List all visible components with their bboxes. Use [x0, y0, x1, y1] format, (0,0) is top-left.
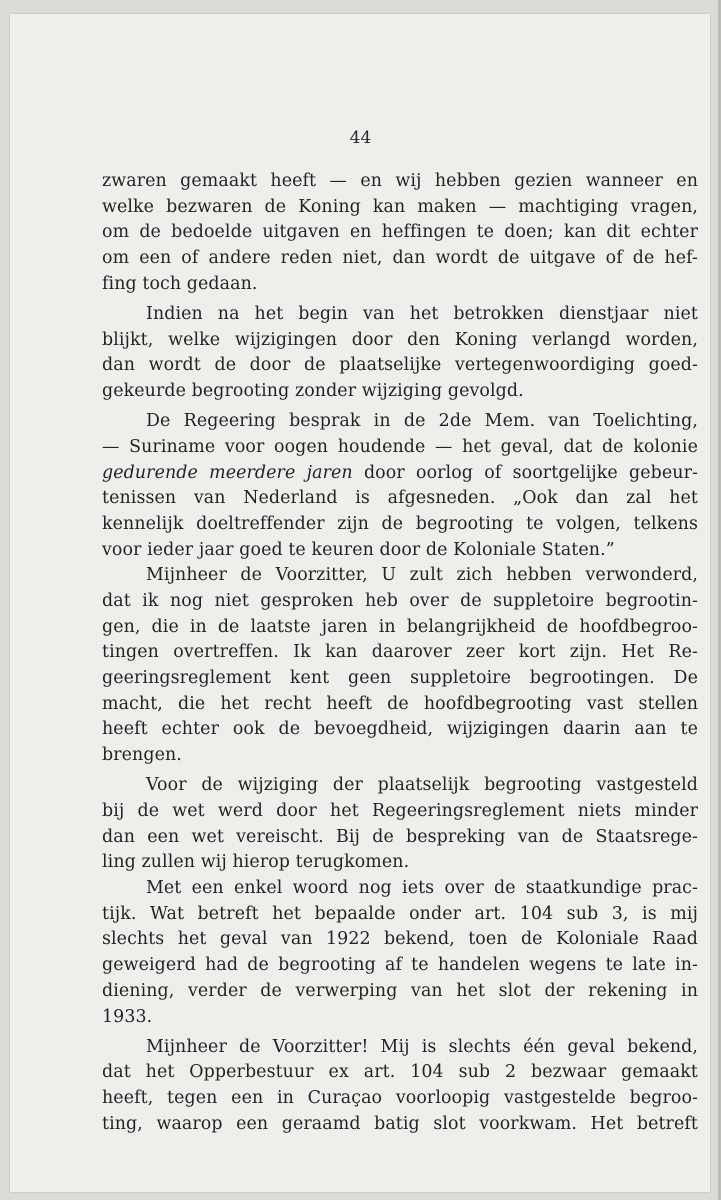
page-number: 44 — [349, 128, 372, 148]
text-line: geweigerd had de begrooting af te handelen wegens te late in- — [102, 955, 698, 976]
text-line: ling zullen wij hierop terugkomen. — [102, 852, 410, 873]
text-line: gekeurde begrooting zonder wijziging gevolgd. — [102, 381, 524, 401]
text-line: dat ik nog niet gesproken heb over de suppletoire begrootin- — [102, 591, 698, 611]
text-line: dat het Opperbestuur ex art. 104 sub 2 bezwaar gemaakt — [102, 1062, 698, 1083]
line-rest: door oorlog of soortgelijke gebeur- — [363, 462, 698, 483]
text-line: voor ieder jaar goed te keuren door de Koloniale Staten.” — [102, 539, 615, 560]
text-line: dan wordt de door de plaatselijke vertegenwoordiging goed- — [102, 355, 698, 376]
text-line: fing toch gedaan. — [102, 273, 258, 294]
body-text — [102, 169, 698, 1137]
text-line: De Regeering besprak in de 2de Mem. van Toelichting, — [146, 411, 698, 432]
text-line: Mijnheer de Voorzitter! Mij is slechts één geval bekend, — [146, 1036, 698, 1057]
text-line: om de bedoelde uitgaven en heffingen te doen; kan dit echter — [102, 222, 698, 243]
text-line: blijkt, welke wijzigingen door den Koning verlangd worden, — [102, 329, 698, 350]
text-line: 1933. — [102, 1006, 153, 1027]
text-line: zwaren gemaakt heeft — en wij hebben gezien wanneer en — [102, 171, 698, 191]
text-line: om een of andere reden niet, dan wordt de uitgave of de hef- — [102, 248, 698, 269]
text-line: — Suriname voor oogen houdende — het geval, dat de kolonie — [102, 436, 698, 457]
text-line: geeringsreglement kent geen suppletoire begrootingen. De — [102, 668, 698, 689]
text-line: dan een wet vereischt. Bij de bespreking van de Staatsrege- — [102, 826, 698, 847]
text-line: kennelijk doeltreffender zijn de begrooting te volgen, telkens — [102, 513, 698, 534]
text-line: Voor de wijziging der plaatselijk begrooting vastgesteld — [146, 775, 698, 796]
text-line: gen, die in de laatste jaren in belangrijkheid de hoofdbegroo- — [102, 616, 698, 637]
text-line: Indien na het begin van het betrokken dienstjaar niet — [146, 303, 698, 324]
text-line: diening, verder de verwerping van het slot der rekening in — [102, 980, 698, 1001]
text-line: heeft, tegen een in Curaçao voorloopig vastgestelde begroo- — [102, 1088, 698, 1109]
text-line: Mijnheer de Voorzitter, U zult zich hebben verwonderd, — [146, 565, 698, 586]
text-line — [102, 461, 698, 487]
text-line: welke bezwaren de Koning kan maken — machtiging vragen, — [102, 196, 698, 217]
text-line: macht, die het recht heeft de hoofdbegrooting vast stellen — [102, 693, 698, 714]
text-line: bij de wet werd door het Regeeringsreglement niets minder — [102, 801, 698, 821]
text-line: tijk. Wat betreft het bepaalde onder art. 104 sub 3, is mij — [102, 903, 698, 924]
text-line: Met een enkel woord nog iets over de staatkundige prac- — [146, 878, 698, 899]
text-line: brengen. — [102, 745, 182, 766]
italic-phrase: gedurende meerdere jaren — [102, 462, 353, 483]
text-line: slechts het geval van 1922 bekend, toen de Koloniale Raad — [102, 929, 698, 950]
text-line: tenissen van Nederland is afgesneden. „Ook dan zal het — [102, 488, 698, 509]
text-line: heeft echter ook de bevoegdheid, wijzigingen daarin aan te — [102, 719, 698, 740]
text-line: tingen overtreffen. Ik kan daarover zeer kort zijn. Het Re- — [102, 642, 698, 663]
text-line: ting, waarop een geraamd batig slot voorkwam. Het betreft — [102, 1113, 698, 1134]
